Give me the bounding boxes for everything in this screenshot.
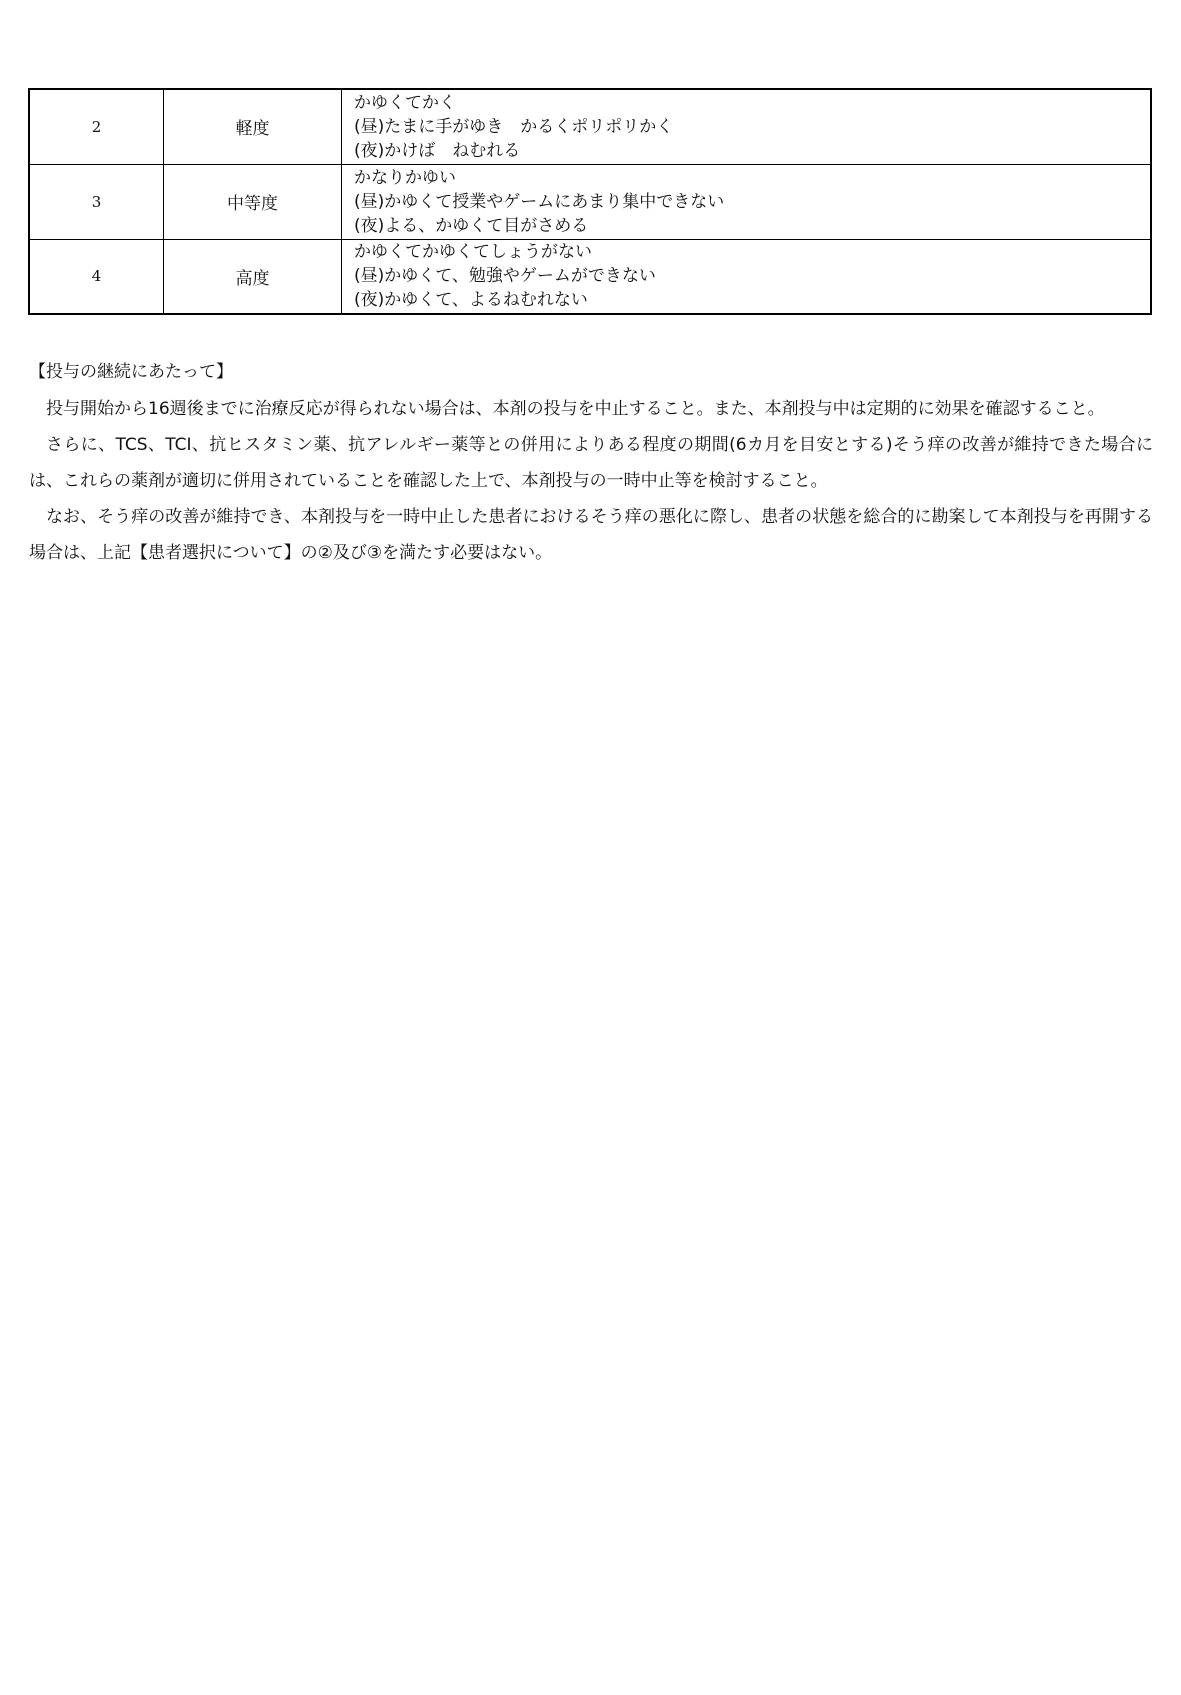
paragraph: さらに、TCS、TCI、抗ヒスタミン薬、抗アレルギー薬等との併用によりある程度の期間(6カ月を目安とする)そう痒の改善が維持できた場合には、これらの薬剤が適切に併用されていることを確認した上で、本剤投与の一時中止等を検討すること。 [29, 435, 1153, 491]
description-line-day: (昼)かゆくて授業やゲームにあまり集中できない [354, 191, 725, 212]
itch-severity-table [28, 88, 1152, 315]
severity-label-cell: 中等度 [164, 164, 342, 239]
severity-score-cell: 3 [29, 164, 164, 239]
description-line-day: (昼)たまに手がゆき かるくポリポリかく [354, 116, 674, 137]
severity-description-cell [342, 164, 1152, 239]
severity-description-cell [342, 89, 1152, 164]
severity-score-cell: 4 [29, 239, 164, 314]
table-row [29, 89, 1151, 164]
description-line-day: (昼)かゆくて、勉強やゲームができない [354, 266, 656, 287]
continuation-section [29, 357, 1153, 571]
description-line-night: (夜)かけば ねむれる [354, 140, 521, 161]
table-row [29, 239, 1151, 314]
description-line-night: (夜)かゆくて、よるねむれない [354, 290, 588, 311]
severity-label-cell: 高度 [164, 239, 342, 314]
severity-description-cell [342, 239, 1152, 314]
description-line: かゆくてかく [354, 92, 456, 113]
severity-score-cell: 2 [29, 89, 164, 164]
description-line: かゆくてかゆくてしょうがない [354, 242, 592, 263]
description-line-night: (夜)よる、かゆくて目がさめる [354, 215, 589, 236]
table-row [29, 164, 1151, 239]
paragraph: 投与開始から16週後までに治療反応が得られない場合は、本剤の投与を中止すること。また、本剤投与中は定期的に効果を確認すること。 [46, 399, 1105, 419]
section-heading: 【投与の継続にあたって】 [29, 362, 233, 382]
description-line: かなりかゆい [354, 167, 456, 188]
severity-label-cell: 軽度 [164, 89, 342, 164]
paragraph: なお、そう痒の改善が維持でき、本剤投与を一時中止した患者におけるそう痒の悪化に際し、患者の状態を総合的に勘案して本剤投与を再開する場合は、上記【患者選択について】の②及び③を満たす必要はない。 [29, 507, 1153, 563]
